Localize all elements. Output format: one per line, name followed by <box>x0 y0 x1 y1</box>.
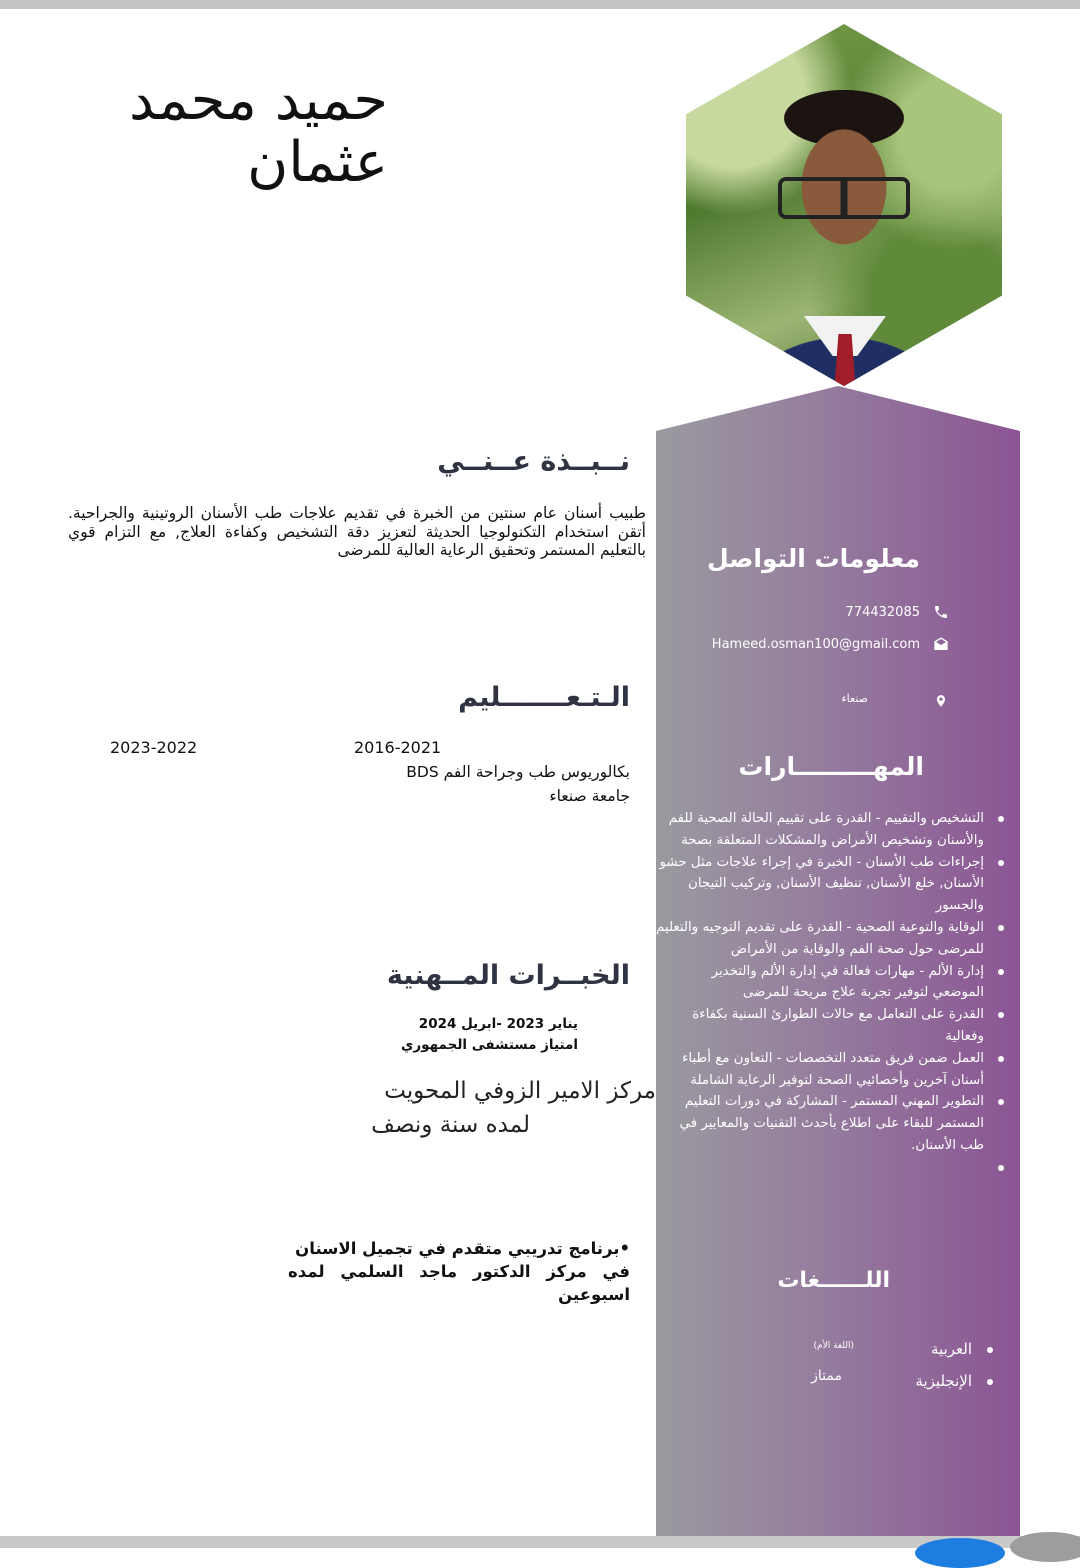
language-name: الإنجليزية <box>915 1372 972 1390</box>
skill-item: القدرة على التعامل مع حالات الطوارئ السنية بكفاءة وفعالية <box>656 1004 986 1048</box>
contact-location: صنعاء <box>841 691 868 705</box>
experience-title: الخبــرات المــهنية <box>386 960 630 991</box>
top-bar <box>0 0 1080 9</box>
experience-duration: لمده سنة ونصف <box>371 1112 530 1138</box>
education-years-2: 2023-2022 <box>110 738 198 757</box>
contact-email-row <box>712 635 950 653</box>
contact-title: معلومات التواصل <box>706 544 920 573</box>
photo-glasses <box>778 177 910 219</box>
language-bullet <box>987 1347 993 1353</box>
language-level: (اللغة الأم) <box>813 1341 854 1351</box>
contact-email[interactable]: Hameed.osman100@gmail.com <box>711 636 920 652</box>
skill-item: إدارة الألم - مهارات فعالة في إدارة الألم والتخدير الموضعي لتوفير تجربة علاج مريحة للمرضى <box>656 961 986 1005</box>
skill-item: إجراءات طب الأسنان - الخبرة في إجراء علاجات مثل حشو الأسنان, خلع الأسنان, تنظيف الأسنان, وتركيب التيجان والجسور <box>656 852 986 917</box>
skill-item: التطوير المهني المستمر - المشاركة في دورات التعليم المستمر للبقاء على اطلاع بأحدث التقنيات والمعايير في طب الأسنان. <box>656 1091 986 1156</box>
skill-item: العمل ضمن فريق متعدد التخصصات - التعاون مع أطباء أسنان آخرين وأخصائيي الصحة لتوفير الرعاية الشاملة <box>656 1048 986 1092</box>
skill-item <box>656 1157 986 1179</box>
education-years-1: 2016-2021 <box>354 738 442 757</box>
language-name: العربية <box>931 1340 972 1358</box>
person-name <box>28 70 388 194</box>
education-title: الـتـعـــــــليم <box>458 682 630 713</box>
envelope-icon <box>932 635 950 653</box>
skills-title: المهـــــــــارات <box>738 752 924 781</box>
languages-title: اللــــــغات <box>777 1268 890 1293</box>
contact-phone-row <box>846 603 950 621</box>
training-line-3: اسبوعين <box>558 1285 630 1304</box>
training-block <box>210 1237 630 1306</box>
about-title: نــبــذة عــنــي <box>437 446 630 477</box>
profile-photo <box>686 24 1002 386</box>
language-level: ممتاز <box>811 1368 842 1384</box>
experience-date: يناير 2023 -ابريل 2024 <box>418 1016 578 1032</box>
skill-item: الوقاية والتوعية الصحية - القدرة على تقديم التوجيه والتعليم للمرضى حول صحة الفم والوقاية من الأمراض <box>656 917 986 961</box>
education-degree: بكالوريوس طب وجراحة الفم BDS <box>406 763 630 781</box>
about-text: طبيب أسنان عام سنتين من الخبرة في تقديم علاجات طب الأسنان الروتينية والجراحية. أتقن استخدام التكنولوجيا الحديثة لتعزيز دقة التشخيص وكفاءة العلاج, مع التزام قوي بالتعليم المستمر وتحقيق الرعاية العالية للمرضى <box>68 504 646 559</box>
bottom-gray-button[interactable] <box>1010 1532 1080 1562</box>
experience-center: مركز الامير الزوفي المحويت <box>384 1078 656 1104</box>
language-bullet <box>987 1379 993 1385</box>
skill-item: التشخيص والتقييم - القدرة على تقييم الحالة الصحية للفم والأسنان وتشخيص الأمراض والمشكلات المتعلقة بصحة <box>656 808 986 852</box>
skills-list <box>656 808 986 1179</box>
name-line-1: حميد محمد <box>129 68 388 133</box>
contact-location-row <box>842 692 951 710</box>
bottom-blue-button[interactable] <box>915 1538 1005 1568</box>
map-pin-icon <box>932 692 950 710</box>
name-line-2: عثمان <box>247 130 388 195</box>
education-university: جامعة صنعاء <box>549 787 630 805</box>
training-line-1: •برنامج تدريبي متقدم في تجميل الاسنان <box>295 1239 630 1258</box>
experience-hospital: امتياز مستشفى الجمهوري <box>401 1037 578 1053</box>
training-line-2: في مركز الدكتور ماجد السلمي لمده <box>288 1262 630 1281</box>
phone-icon <box>932 603 950 621</box>
contact-phone[interactable]: 774432085 <box>845 604 920 620</box>
